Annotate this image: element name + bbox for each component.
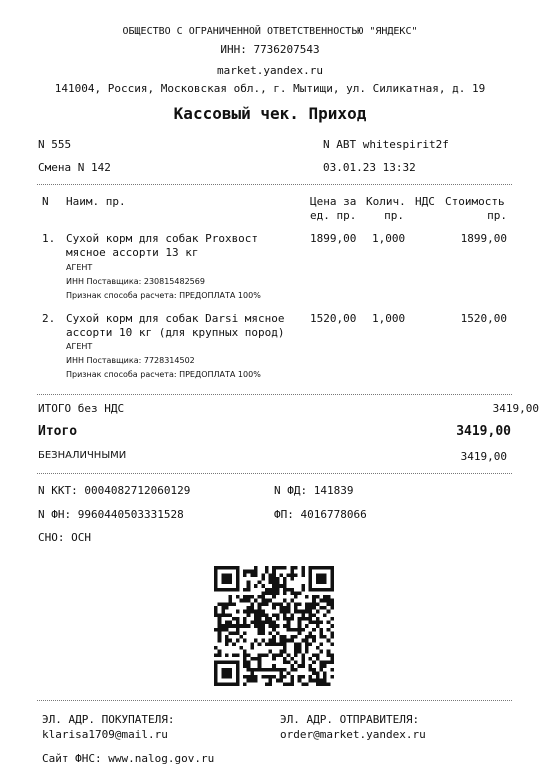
item-2-qty: 1,000 — [372, 312, 406, 325]
item-1-qty: 1,000 — [372, 232, 406, 245]
separator — [37, 700, 512, 701]
separator — [37, 473, 512, 474]
item-2-price: 1520,00 — [310, 312, 357, 325]
item-2-n: 2. — [42, 312, 56, 325]
item-1-name-1: Сухой корм для собак Proxвост — [66, 232, 259, 245]
receipt-title: Кассовый чек. Приход — [173, 104, 367, 123]
org-name: ОБЩЕСТВО С ОГРАНИЧЕННОЙ ОТВЕТСТВЕННОСТЬЮ "ЯНДЕКС" — [122, 26, 418, 37]
cashless-label: БЕЗНАЛИЧНЫМИ — [38, 450, 127, 461]
org-inn: ИНН: 7736207543 — [220, 43, 320, 56]
total-label: Итого — [38, 424, 78, 439]
col-name: Наим. пр. — [66, 195, 126, 208]
shift-number: Смена N 142 — [38, 161, 111, 174]
item-1-cost: 1899,00 — [460, 232, 507, 245]
item-1-supplier-inn: ИНН Поставщика: 230815482569 — [66, 277, 205, 286]
org-site: market.yandex.ru — [217, 64, 323, 77]
item-2-name-2: ассорти 10 кг (для крупных пород) — [66, 326, 285, 339]
fns-site: Сайт ФНС: www.nalog.gov.ru — [42, 752, 215, 765]
item-1-n: 1. — [42, 232, 56, 245]
avt-number: N АВТ whitespirit2f — [323, 138, 449, 151]
org-address: 141004, Россия, Московская обл., г. Мытищи, ул. Силикатная, д. 19 — [54, 82, 486, 95]
col-price-2: ед. пр. — [310, 209, 357, 222]
item-2-supplier-inn: ИНН Поставщика: 7728314502 — [66, 356, 195, 365]
fd-number: N ФД: 141839 — [274, 484, 354, 497]
item-2-agent: АГЕНТ — [66, 342, 93, 351]
col-cost-1: Стоимость — [445, 195, 505, 208]
col-cost-2: пр. — [487, 209, 507, 222]
col-price-1: Цена за — [310, 195, 357, 208]
buyer-email-label: ЭЛ. АДР. ПОКУПАТЕЛЯ: — [42, 713, 175, 726]
col-qty-1: Колич. — [366, 195, 406, 208]
total-no-vat-value: 3419,00 — [492, 402, 539, 415]
qr-code — [214, 566, 334, 686]
total-value: 3419,00 — [456, 424, 511, 439]
buyer-email: klarisa1709@mail.ru — [42, 728, 168, 741]
fp-number: ФП: 4016778066 — [274, 508, 367, 521]
item-1-price: 1899,00 — [310, 232, 357, 245]
col-n: N — [42, 195, 49, 208]
col-vat: НДС — [415, 195, 435, 208]
kkt-number: N ККТ: 0004082712060129 — [38, 484, 191, 497]
item-1-name-2: мясное ассорти 13 кг — [66, 246, 199, 259]
sender-email: order@market.yandex.ru — [280, 728, 426, 741]
sno: СНО: ОСН — [38, 531, 91, 544]
separator — [37, 184, 512, 185]
item-1-payment: Признак способа расчета: ПРЕДОПЛАТА 100% — [66, 291, 261, 300]
receipt-number: N 555 — [38, 138, 72, 151]
item-2-cost: 1520,00 — [460, 312, 507, 325]
separator — [37, 394, 512, 395]
col-qty-2: пр. — [384, 209, 404, 222]
item-2-payment: Признак способа расчета: ПРЕДОПЛАТА 100% — [66, 370, 261, 379]
item-2-name-1: Сухой корм для собак Darsi мясное — [66, 312, 285, 325]
fn-number: N ФН: 9960440503331528 — [38, 508, 184, 521]
receipt-datetime: 03.01.23 13:32 — [323, 161, 416, 174]
item-1-agent: АГЕНТ — [66, 263, 93, 272]
sender-email-label: ЭЛ. АДР. ОТПРАВИТЕЛЯ: — [280, 713, 420, 726]
total-no-vat-label: ИТОГО без НДС — [38, 402, 125, 415]
cashless-value: 3419,00 — [460, 450, 507, 463]
